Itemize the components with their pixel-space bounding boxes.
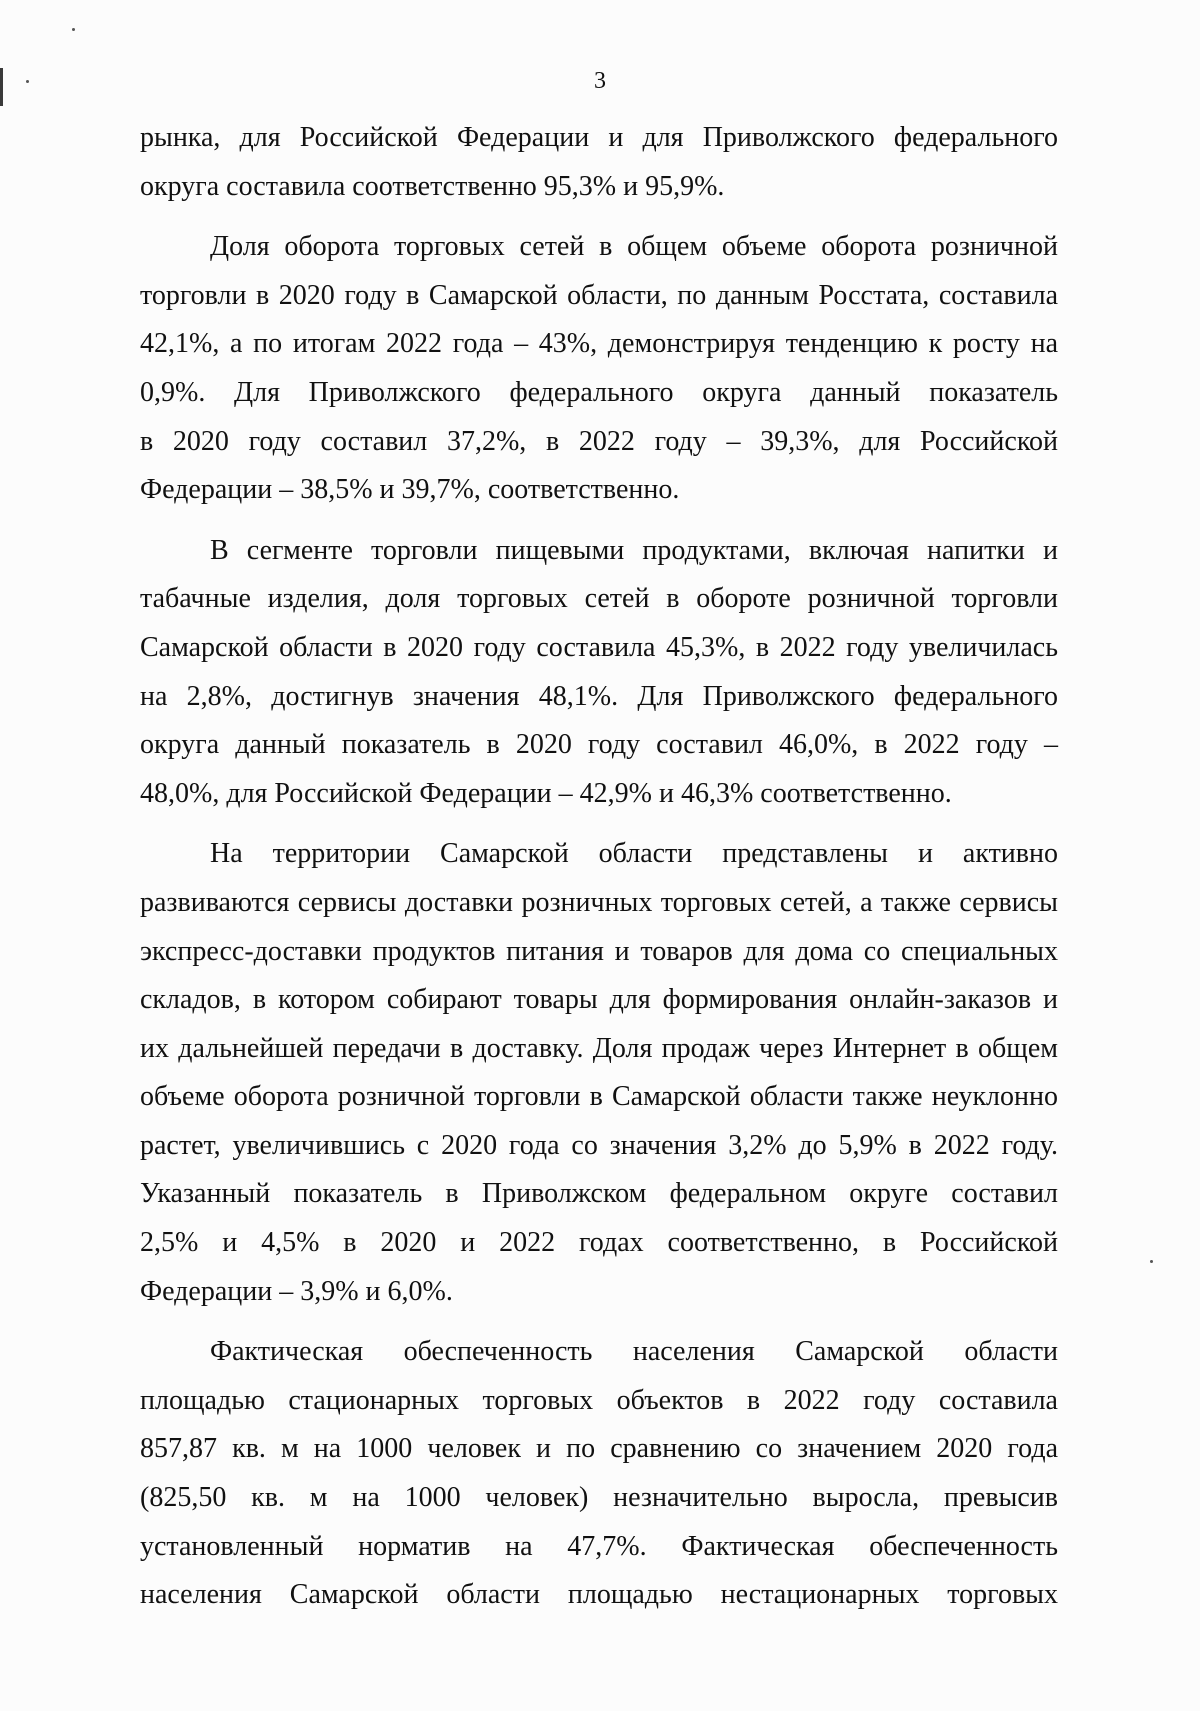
paragraph: [140, 527, 1058, 819]
scan-speck: [1150, 1260, 1153, 1263]
text-line: торговли в 2020 году в Самарской области, по данным Росстата, составила: [140, 279, 1058, 311]
paragraph: [140, 223, 1058, 515]
text-line: площадью стационарных торговых объектов в 2022 году составила: [140, 1384, 1058, 1416]
text-line: на 2,8%, достигнув значения 48,1%. Для Приволжского федерального: [140, 680, 1058, 712]
text-line: 0,9%. Для Приволжского федерального округа данный показатель: [140, 376, 1058, 408]
text-line: Федерации – 38,5% и 39,7%, соответственно.: [140, 474, 680, 506]
text-line: округа составила соответственно 95,3% и 95,9%.: [140, 170, 725, 202]
text-line: растет, увеличившись с 2020 года со значения 3,2% до 5,9% в 2022 году.: [140, 1129, 1058, 1161]
paragraph: [140, 1328, 1058, 1620]
text-line: складов, в котором собирают товары для формирования онлайн-заказов и: [140, 984, 1058, 1016]
text-line: Фактическая обеспеченность населения Самарской области: [210, 1336, 1058, 1368]
document-body: [140, 114, 1058, 1620]
text-line: округа данный показатель в 2020 году составил 46,0%, в 2022 году –: [140, 729, 1058, 761]
text-line: 42,1%, а по итогам 2022 года – 43%, демонстрируя тенденцию к росту на: [140, 328, 1058, 360]
paragraph: [140, 830, 1058, 1316]
text-line: экспресс-доставки продуктов питания и товаров для дома со специальных: [140, 935, 1058, 967]
text-line: установленный норматив на 47,7%. Фактическая обеспеченность: [140, 1530, 1058, 1562]
text-line: На территории Самарской области представлены и активно: [210, 838, 1058, 870]
text-line: 48,0%, для Российской Федерации – 42,9% и 46,3% соответственно.: [140, 777, 952, 809]
text-line: объеме оборота розничной торговли в Самарской области также неуклонно: [140, 1081, 1058, 1113]
text-line: развиваются сервисы доставки розничных торговых сетей, а также сервисы: [140, 886, 1058, 918]
text-line: населения Самарской области площадью нестационарных торговых: [140, 1579, 1058, 1611]
text-line: Указанный показатель в Приволжском федеральном округе составил: [140, 1178, 1058, 1210]
page-number: 3: [594, 68, 606, 94]
text-line: Федерации – 3,9% и 6,0%.: [140, 1275, 453, 1307]
text-line: 857,87 кв. м на 1000 человек и по сравнению со значением 2020 года: [140, 1433, 1058, 1465]
text-line: в 2020 году составил 37,2%, в 2022 году – 39,3%, для Российской: [140, 425, 1058, 457]
text-line: их дальнейшей передачи в доставку. Доля продаж через Интернет в общем: [140, 1032, 1058, 1064]
text-line: 2,5% и 4,5% в 2020 и 2022 годах соответственно, в Российской: [140, 1227, 1058, 1259]
text-line: Доля оборота торговых сетей в общем объеме оборота розничной: [210, 231, 1058, 263]
text-line: Самарской области в 2020 году составила 45,3%, в 2022 году увеличилась: [140, 631, 1058, 663]
text-line: табачные изделия, доля торговых сетей в обороте розничной торговли: [140, 583, 1058, 615]
paragraph: [140, 114, 1058, 211]
text-line: (825,50 кв. м на 1000 человек) незначительно выросла, превысив: [140, 1482, 1058, 1514]
text-line: рынка, для Российской Федерации и для Приволжского федерального: [140, 122, 1058, 153]
text-line: В сегменте торговли пищевыми продуктами, включая напитки и: [210, 534, 1058, 566]
scan-speck: [72, 28, 75, 31]
